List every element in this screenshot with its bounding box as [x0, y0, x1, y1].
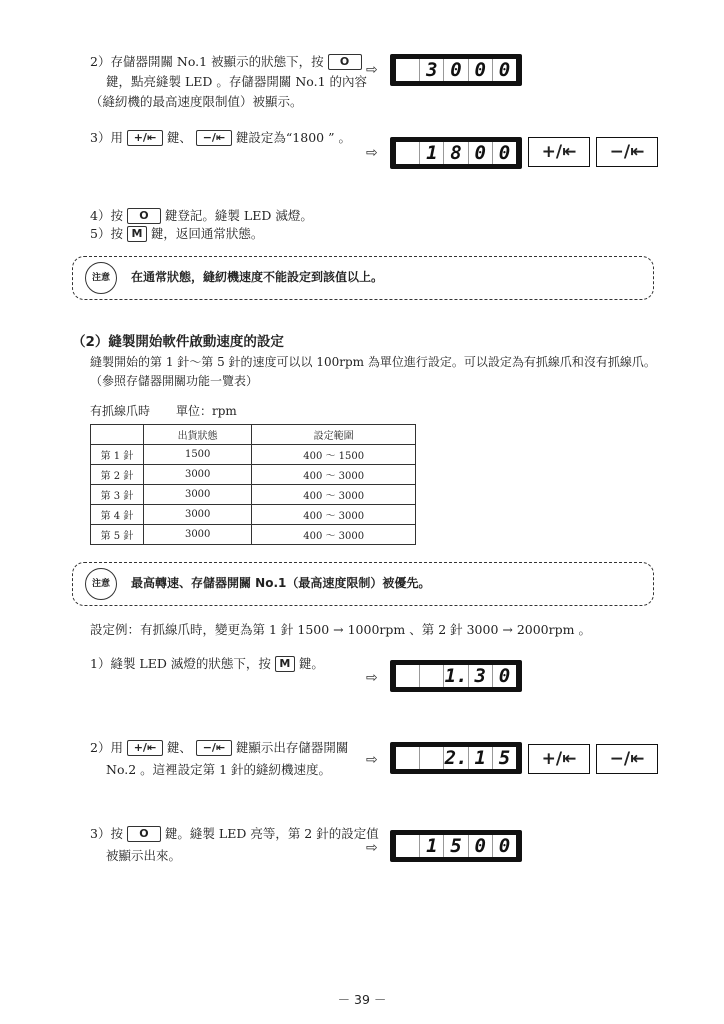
plus-key-large: +/⇤	[528, 744, 590, 774]
arrow-icon: ⇨	[366, 670, 378, 686]
section-desc-2: （參照存儲器開關功能一覽表）	[90, 374, 259, 388]
table-row: 第 1 針 1500 400 ～ 1500	[91, 445, 416, 465]
minus-key: −/⇤	[196, 740, 232, 756]
caution-text: 最高轉速、存儲器開關 No.1（最高速度限制）被優先。	[131, 576, 431, 590]
plus-key: +/⇤	[127, 740, 163, 756]
caution-icon: 注意	[85, 262, 117, 294]
minus-key: −/⇤	[196, 130, 232, 146]
step-a2-line2: 鍵，點亮縫製 LED 。存儲器開關 No.1 的內容	[106, 74, 368, 89]
minus-key-large: −/⇤	[596, 744, 658, 774]
lcd-display-b1: 1. 3 0	[390, 660, 522, 692]
table-row: 第 3 針 3000 400 ～ 3000	[91, 485, 416, 505]
lcd-display-a3: 1 8 0 0	[390, 137, 522, 169]
table-caption: 有抓線爪時	[90, 404, 151, 418]
step-a2-line3: （縫紉機的最高速度限制值）被顯示。	[90, 94, 303, 109]
section-heading: （2）縫製開始軟件啟動速度的設定	[72, 334, 284, 350]
step-a3-line: 3）用 +/⇤ 鍵、 −/⇤ 鍵設定為“1800 ” 。	[90, 130, 351, 145]
lcd-display-b3: 1 5 0 0	[390, 830, 522, 862]
step-b3-line1: 3）按 O 鍵。縫製 LED 亮等，第 2 針的設定值	[90, 826, 379, 841]
step-a5-line: 5）按 M 鍵，返回通常狀態。	[90, 226, 264, 241]
caution-icon: 注意	[85, 568, 117, 600]
example-line: 設定例：有抓線爪時，變更為第 1 針 1500 → 1000rpm 、第 2 針 3000 → 2000rpm 。	[90, 622, 591, 637]
table-row: 第 2 針 3000 400 ～ 3000	[91, 465, 416, 485]
step-a2-line1: 2）存儲器開關 No.1 被顯示的狀態下，按 O	[90, 52, 362, 71]
table-row: 第 4 針 3000 400 ～ 3000	[91, 505, 416, 525]
m-key: M	[275, 656, 295, 672]
arrow-icon: ⇨	[366, 145, 378, 161]
ready-key: O	[127, 208, 161, 224]
table-unit: 單位：rpm	[176, 404, 237, 418]
section-desc-1: 縫製開始的第 1 針～第 5 針的速度可以以 100rpm 為單位進行設定。可以設定為有抓線爪和沒有抓線爪。	[90, 355, 656, 369]
plus-key-large: +/⇤	[528, 137, 590, 167]
arrow-icon: ⇨	[366, 62, 378, 78]
ready-key: O	[328, 54, 362, 70]
plus-key: +/⇤	[127, 130, 163, 146]
ready-key: O	[127, 826, 161, 842]
minus-key-large: −/⇤	[596, 137, 658, 167]
lcd-display-a2: 3 0 0 0	[390, 54, 522, 86]
table-row: 第 5 針 3000 400 ～ 3000	[91, 525, 416, 545]
page-number: － 39 －	[337, 992, 387, 1007]
step-b2-line2: No.2 。這裡設定第 1 針的縫紉機速度。	[106, 762, 332, 777]
step-b3-line2: 被顯示出來。	[106, 848, 182, 863]
step-b2-line1: 2）用 +/⇤ 鍵、 −/⇤ 鍵顯示出存儲器開關	[90, 740, 349, 755]
speed-table: 出貨狀態 設定範圍 第 1 針 1500 400 ～ 1500 第 2 針 3000 400 ～ 3000 第 3 針 3000 400 ～ 3000 第 4 針 3000 400 ～ 3000 第 5 針 3000 400 ～ 3000	[90, 424, 416, 545]
m-key: M	[127, 226, 147, 242]
arrow-icon: ⇨	[366, 752, 378, 768]
arrow-icon: ⇨	[366, 840, 378, 856]
step-b1-line: 1）縫製 LED 滅燈的狀態下，按 M 鍵。	[90, 656, 324, 671]
step-a4-line: 4）按 O 鍵登記。縫製 LED 滅燈。	[90, 208, 313, 223]
caution-note-1	[72, 256, 654, 300]
caution-note-2	[72, 562, 654, 606]
lcd-display-b2: 2. 1 5	[390, 742, 522, 774]
caution-text: 在通常狀態，縫紉機速度不能設定到該值以上。	[131, 270, 384, 284]
